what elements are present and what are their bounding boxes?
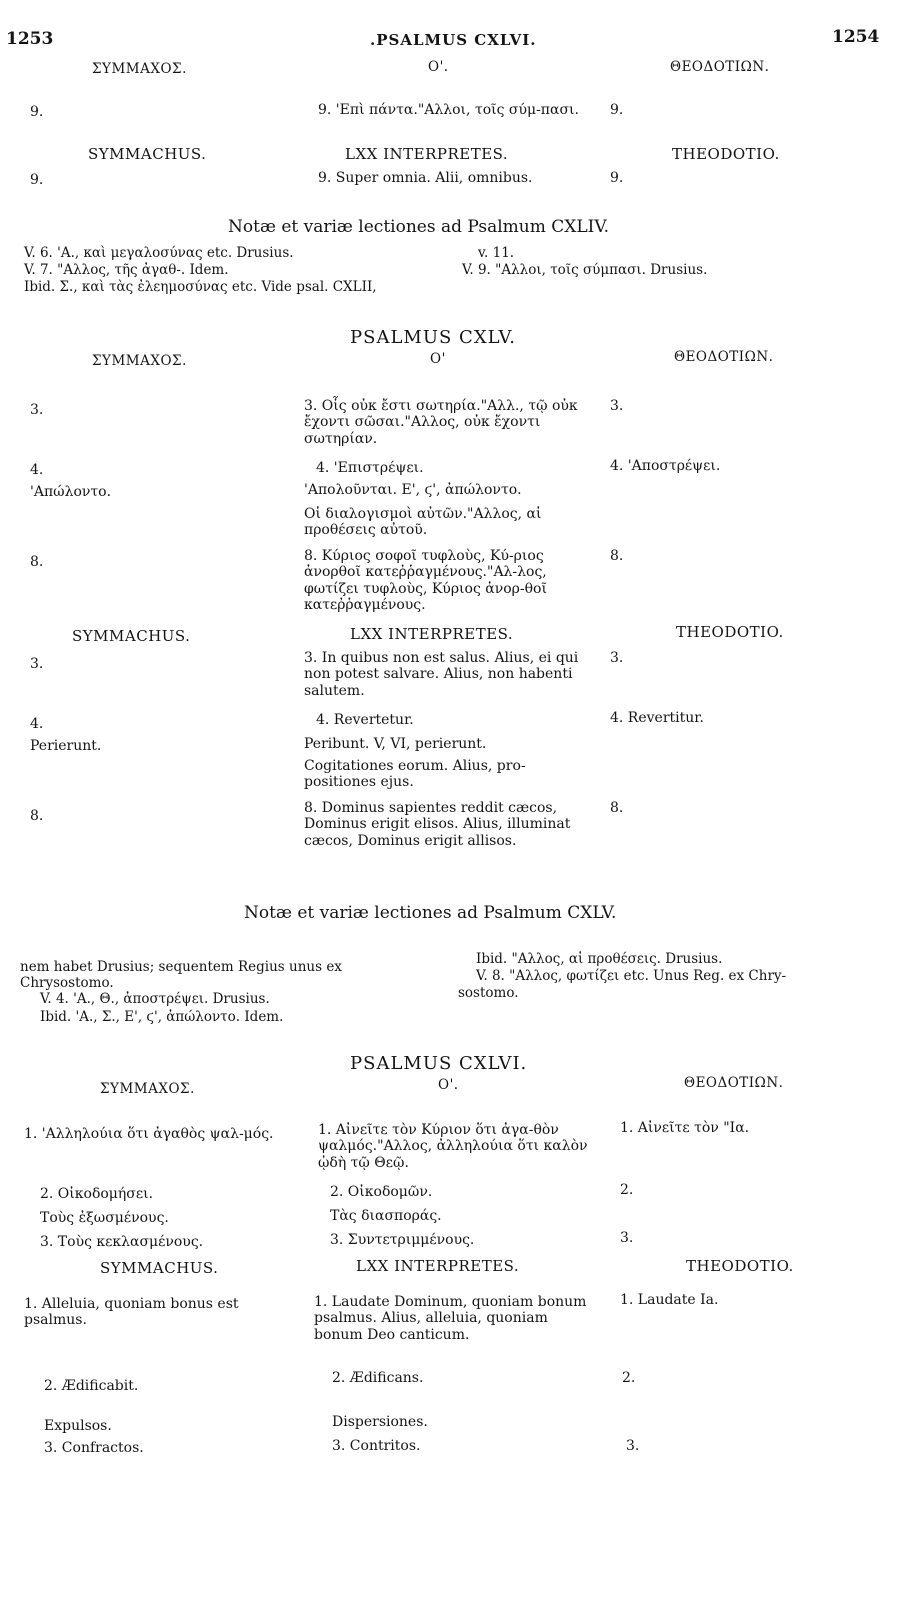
verse-cell: 9. — [30, 104, 44, 120]
verse-cell: 9. 'Επὶ πάντα."Αλλοι, τοῖς σύμ-πασι. — [318, 102, 579, 118]
verse-cell: 3. — [610, 398, 624, 414]
verse-cell: 3. Contritos. — [332, 1438, 421, 1454]
verse-cell: Οἱ διαλογισμοὶ αὐτῶν."Αλλος, αἱ προθέσεις αὐτοῦ. — [304, 506, 542, 539]
col-head-lxx-greek: Ο'. — [428, 59, 449, 75]
verse-cell: 8. Κύριος σοφοῖ τυφλοὺς, Κύ-ριος ἀνορθοῖ κατεῤῥαγμένους."Αλ-λος, φωτίζει τυφλοὺς, Κύριος ἀνορ-θοῖ κατεῤῥαγμένους. — [304, 548, 547, 614]
verse-cell: 4. — [30, 462, 44, 478]
verse-cell: 9. — [610, 170, 624, 186]
verse-cell: 1. Αἰνεῖτε τὸν Κύριον ὅτι ἀγα-θὸν ψαλμός."Αλλος, ἀλληλούια ὅτι καλὸν ᾠδὴ τῷ Θεῷ. — [318, 1122, 588, 1171]
verse-cell: 8. — [30, 554, 44, 570]
verse-cell: 9. — [30, 172, 44, 188]
verse-cell: 3. In quibus non est salus. Alius, ei qui non potest salvare. Alius, non habenti salutem. — [304, 650, 579, 699]
psalm-title: PSALMUS CXLVI. — [350, 1053, 528, 1074]
note-line: nem habet Drusius; sequentem Regius unus ex — [20, 959, 342, 975]
col-head-symmachus-latin: SYMMACHUS. — [88, 145, 207, 163]
col-head-symmachus-greek: ΣΥΜΜΑΧΟΣ. — [92, 353, 187, 369]
col-head-lxx-latin: LXX INTERPRETES. — [345, 145, 509, 163]
verse-cell: Perierunt. — [30, 738, 102, 754]
verse-cell: 3. Τοὺς κεκλασμένους. — [40, 1234, 204, 1250]
col-head-theodotion-latin: THEODOTIO. — [686, 1257, 794, 1275]
verse-cell: 4. 'Επιστρέψει. — [316, 460, 424, 476]
verse-cell: Τοὺς ἐξωσμένους. — [40, 1210, 169, 1226]
verse-cell: 8. — [610, 548, 624, 564]
col-head-theodotion-greek: ΘΕΟΔΟΤΙΩΝ. — [684, 1075, 784, 1091]
col-head-lxx-latin: LXX INTERPRETES. — [356, 1257, 520, 1275]
col-head-theodotion-latin: THEODOTIO. — [672, 145, 780, 163]
note-line: V. 4. 'A., Θ., ἀποστρέψει. Drusius. — [40, 991, 270, 1007]
note-line: Chrysostomo. — [20, 975, 114, 991]
verse-cell: Dispersiones. — [332, 1414, 428, 1430]
note-line: sostomo. — [458, 985, 519, 1001]
verse-cell: 8. — [30, 808, 44, 824]
note-line: Ibid. Σ., καὶ τὰς ἐλεημοσύνας etc. Vide psal. CXLII, — [24, 279, 377, 295]
verse-cell: 3. — [626, 1438, 640, 1454]
note-line: v. 11. — [478, 245, 515, 261]
verse-cell: 3. Confractos. — [44, 1440, 144, 1456]
verse-cell: 2. Ædificans. — [332, 1370, 424, 1386]
col-head-lxx-greek: O'. — [438, 1077, 459, 1093]
verse-cell: 'Απώλοντο. — [30, 484, 112, 500]
page-number-right: 1254 — [832, 27, 880, 47]
verse-cell: 1. Laudate Dominum, quoniam bonum psalmus. Alius, alleluia, quoniam bonum Deo canticum. — [314, 1294, 587, 1343]
notes-title: Notæ et variæ lectiones ad Psalmum CXLIV. — [228, 217, 610, 237]
notes-title: Notæ et variæ lectiones ad Psalmum CXLV. — [244, 903, 617, 923]
note-line: V. 7. "Αλλος, τῆς ἀγαθ-. Idem. — [24, 262, 229, 278]
verse-cell: 3. — [620, 1230, 634, 1246]
col-head-lxx-latin: LXX INTERPRETES. — [350, 625, 514, 643]
verse-cell: 1. Alleluia, quoniam bonus est psalmus. — [24, 1296, 239, 1329]
note-line: V. 8. "Αλλος, φωτίζει etc. Unus Reg. ex Chry- — [476, 968, 787, 984]
verse-cell: 9. Super omnia. Alii, omnibus. — [318, 170, 533, 186]
psalm-title: PSALMUS CXLV. — [350, 327, 517, 348]
verse-cell: 9. — [610, 102, 624, 118]
verse-cell: 1. Αἰνεῖτε τὸν "Ια. — [620, 1120, 750, 1136]
verse-cell: 3. Συντετριμμένους. — [330, 1232, 475, 1248]
col-head-symmachus-greek: ΣΥΜΜΑΧΟΣ. — [100, 1081, 195, 1097]
col-head-theodotion-greek: ΘΕΟΔΟΤΙΩΝ. — [670, 59, 770, 75]
verse-cell: 2. — [620, 1182, 634, 1198]
verse-cell: 3. — [30, 402, 44, 418]
verse-cell: 3. Οἷς οὐκ ἔστι σωτηρία."Αλλ., τῷ οὐκ ἔχοντι σῶσαι."Αλλος, οὐκ ἔχοντι σωτηρίαν. — [304, 398, 578, 447]
verse-cell: 2. — [622, 1370, 636, 1386]
verse-cell: 3. — [610, 650, 624, 666]
page-number-left: 1253 — [6, 29, 54, 49]
verse-cell: Cogitationes eorum. Alius, pro-positiones ejus. — [304, 758, 526, 791]
verse-cell: Expulsos. — [44, 1418, 112, 1434]
verse-cell: 4. Revertetur. — [316, 712, 414, 728]
verse-cell: 4. 'Αποστρέψει. — [610, 458, 721, 474]
col-head-lxx-greek: O' — [430, 351, 446, 367]
verse-cell: 'Απολοῦνται. E', ϛ', ἀπώλοντο. — [304, 482, 522, 498]
col-head-symmachus-latin: SYMMACHUS. — [72, 627, 191, 645]
col-head-symmachus-latin: SYMMACHUS. — [100, 1259, 219, 1277]
note-line: Ibid. "Αλλος, αἱ προθέσεις. Drusius. — [476, 951, 723, 967]
verse-cell: Peribunt. V, VI, perierunt. — [304, 736, 487, 752]
verse-cell: 2. Ædificabit. — [44, 1378, 139, 1394]
col-head-theodotion-latin: THEODOTIO. — [676, 623, 784, 641]
verse-cell: 4. — [30, 716, 44, 732]
col-head-symmachus-greek: ΣΥΜΜΑΧΟΣ. — [92, 61, 187, 77]
verse-cell: Τὰς διασποράς. — [330, 1208, 442, 1224]
verse-cell: 2. Οἰκοδομῶν. — [330, 1184, 433, 1200]
verse-cell: 1. 'Αλληλούια ὅτι ἀγαθὸς ψαλ-μός. — [24, 1126, 274, 1142]
col-head-theodotion-greek: ΘΕΟΔΟΤΙΩΝ. — [674, 349, 774, 365]
verse-cell: 2. Οἰκοδομήσει. — [40, 1186, 154, 1202]
note-line: V. 9. "Αλλοι, τοῖς σύμπασι. Drusius. — [462, 262, 708, 278]
verse-cell: 8. Dominus sapientes reddit cæcos, Dominus erigit elisos. Alius, illuminat cæcos, Dominus erigit allisos. — [304, 800, 571, 849]
verse-cell: 8. — [610, 800, 624, 816]
running-title: .PSALMUS CXLVI. — [370, 31, 537, 49]
verse-cell: 1. Laudate Ia. — [620, 1292, 719, 1308]
verse-cell: 4. Revertitur. — [610, 710, 704, 726]
note-line: V. 6. 'A., καὶ μεγαλοσύνας etc. Drusius. — [24, 245, 294, 261]
verse-cell: 3. — [30, 656, 44, 672]
note-line: Ibid. 'A., Σ., E', ϛ', ἀπώλοντο. Idem. — [40, 1009, 284, 1025]
